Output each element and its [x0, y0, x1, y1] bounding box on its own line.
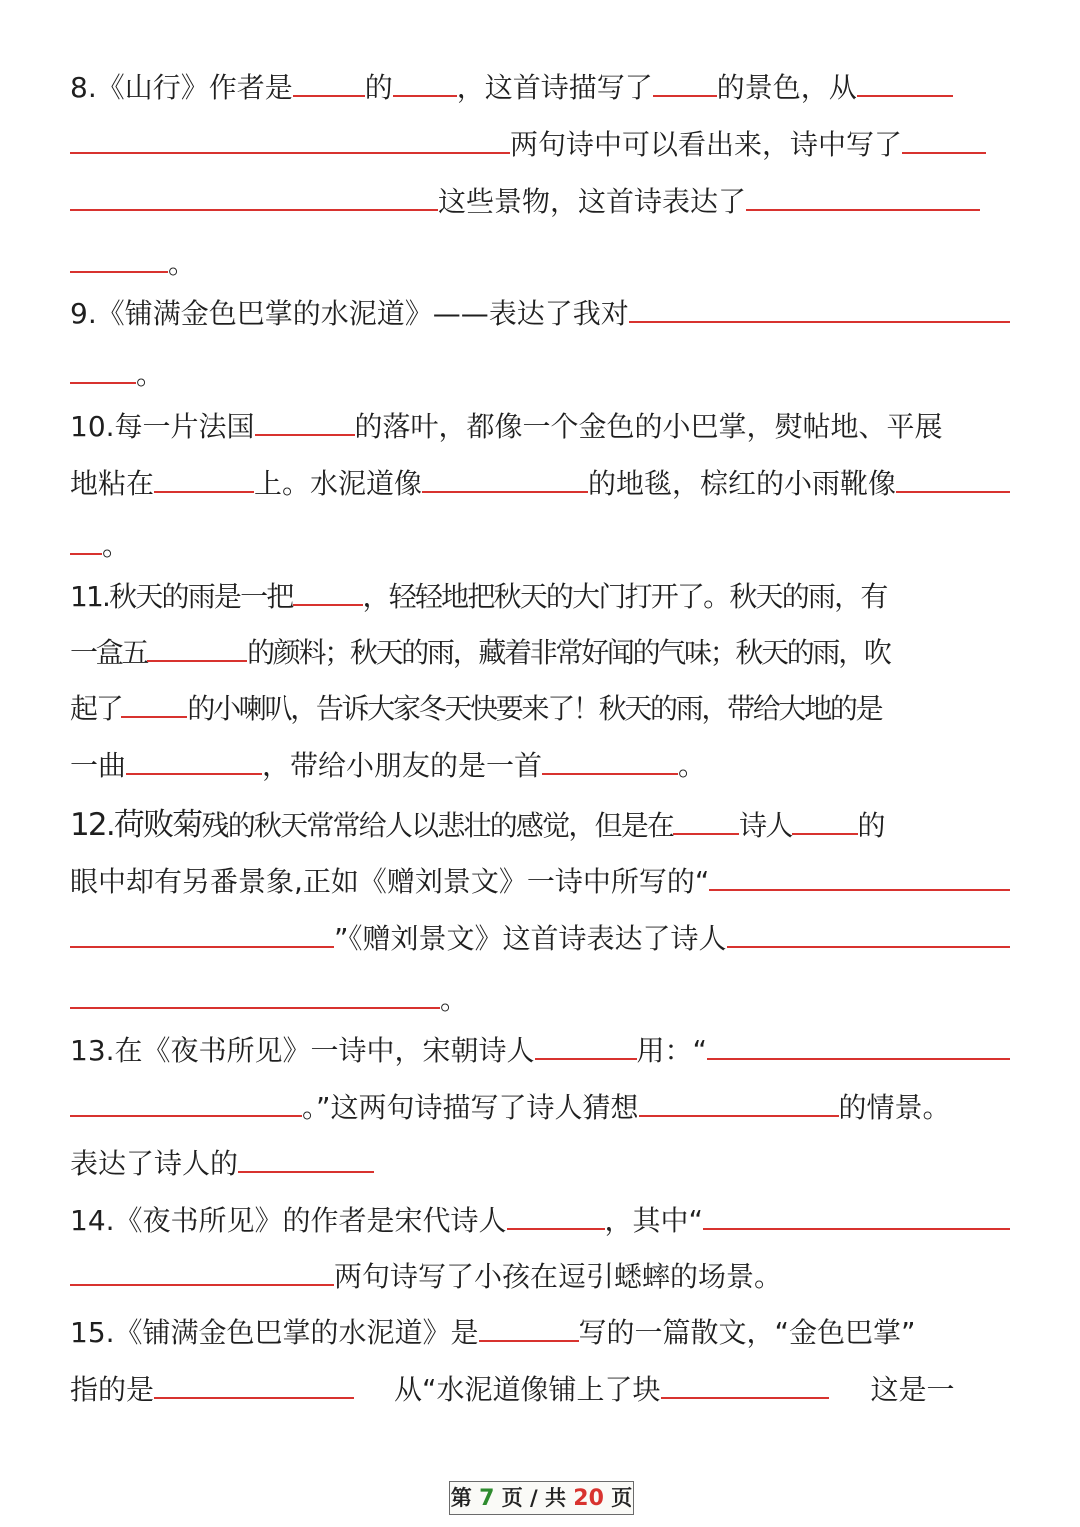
line-q12-3: [70, 911, 1012, 967]
answer-blank[interactable]: [792, 813, 858, 835]
answer-blank[interactable]: [70, 362, 136, 384]
footer-middle: 页 / 共: [501, 1486, 566, 1510]
line-q10-1: [70, 399, 1012, 455]
answer-blank[interactable]: [126, 753, 262, 775]
line-text: 表达了诗人的: [70, 1147, 239, 1180]
line-text: 的落叶，都像一个金色的小巴掌，熨帖地、平展: [354, 410, 943, 443]
line-text: 14.《夜书所见》的作者是宋代诗人: [70, 1204, 507, 1237]
line-text: 的: [857, 809, 884, 842]
line-text: 上。水泥道像: [254, 467, 423, 500]
line-text: 一曲: [70, 749, 127, 782]
line-text: 这是一: [870, 1373, 955, 1406]
page-indicator: [449, 1481, 634, 1515]
line-q8-3: [70, 174, 1012, 230]
line-text: 地粘在: [70, 467, 155, 500]
line-text: 眼中却有另番景象,正如《赠刘景文》一诗中所写的“: [70, 865, 710, 898]
answer-blank[interactable]: [238, 1151, 374, 1173]
line-text: 8.《山行》作者是: [70, 71, 293, 104]
line-q12-2: [70, 854, 1012, 910]
line-text: 11.秋天的雨是一把: [70, 580, 293, 613]
line-text: 的景色，从: [716, 71, 857, 104]
line-q11-4: [70, 738, 1012, 794]
answer-blank[interactable]: [707, 1038, 1010, 1060]
line-text: 这些景物，这首诗表达了: [438, 185, 747, 218]
line-q9-1: [70, 286, 1012, 342]
answer-blank[interactable]: [154, 1377, 354, 1399]
line-q11-2: [70, 625, 1012, 681]
answer-blank[interactable]: [661, 1377, 829, 1399]
line-q15-2: [70, 1362, 1012, 1418]
line-text: 两句诗写了小孩在逗引蟋蟀的场景。: [334, 1260, 783, 1293]
line-q11-3: [70, 681, 1012, 737]
line-text: 12.荷败菊: [70, 807, 202, 843]
answer-blank[interactable]: [70, 926, 334, 948]
answer-blank[interactable]: [154, 471, 254, 493]
answer-blank[interactable]: [422, 471, 588, 493]
line-q14-2: [70, 1249, 1012, 1305]
answer-blank[interactable]: [393, 75, 457, 97]
answer-blank[interactable]: [629, 301, 1010, 323]
answer-blank[interactable]: [121, 696, 187, 718]
line-text: 的地毯，棕红的小雨靴像: [588, 467, 897, 500]
answer-blank[interactable]: [653, 75, 717, 97]
line-text: 。”这两句诗描写了诗人猜想: [302, 1091, 639, 1124]
line-text: 的小喇叭，告诉大家冬天快要来了！秋天的雨，带给大地的是: [187, 692, 882, 725]
line-q12-1: [70, 797, 1012, 853]
line-text: 。: [440, 983, 469, 1016]
line-q11-1: [70, 569, 1012, 625]
answer-blank[interactable]: [293, 75, 365, 97]
footer-prefix: 第: [450, 1486, 472, 1510]
line-q14-1: [70, 1193, 1012, 1249]
line-text: ，其中“: [604, 1204, 704, 1237]
line-text: 。: [678, 749, 707, 782]
answer-blank[interactable]: [70, 1264, 334, 1286]
line-q8-1: [70, 60, 1012, 116]
answer-blank[interactable]: [70, 1095, 302, 1117]
answer-blank[interactable]: [703, 1208, 1010, 1230]
line-text: ，轻轻地把秋天的大门打开了。秋天的雨，有: [362, 580, 887, 613]
answer-blank[interactable]: [70, 533, 102, 555]
answer-blank[interactable]: [746, 189, 980, 211]
line-text: 13.在《夜书所见》一诗中，宋朝诗人: [70, 1034, 535, 1067]
line-q13-3: [70, 1136, 1012, 1192]
line-text: 9.《铺满金色巴掌的水泥道》——表达了我对: [70, 297, 629, 330]
line-q9-2: [70, 347, 1012, 403]
line-text: ”《赠刘景文》这首诗表达了诗人: [334, 922, 727, 955]
answer-blank[interactable]: [479, 1320, 579, 1342]
answer-blank[interactable]: [255, 414, 355, 436]
line-text: 写的一篇散文，“金色巴掌”: [578, 1316, 916, 1349]
line-text: 。: [168, 247, 197, 280]
footer-suffix: 页: [611, 1486, 633, 1510]
line-text: 残的秋天常常给人以悲壮的感觉，但是在: [201, 809, 674, 842]
line-text: 起了: [70, 692, 122, 725]
current-page-number: 7: [479, 1486, 495, 1511]
answer-blank[interactable]: [673, 813, 739, 835]
total-page-count: 20: [573, 1486, 604, 1511]
answer-blank[interactable]: [542, 753, 678, 775]
answer-blank[interactable]: [727, 926, 1010, 948]
line-text: 的: [364, 71, 393, 104]
answer-blank[interactable]: [147, 640, 247, 662]
answer-blank[interactable]: [902, 132, 986, 154]
answer-blank[interactable]: [709, 869, 1010, 891]
answer-blank[interactable]: [70, 132, 510, 154]
answer-blank[interactable]: [507, 1208, 605, 1230]
line-text: 。: [102, 529, 131, 562]
answer-blank[interactable]: [535, 1038, 637, 1060]
line-q15-1: [70, 1305, 1012, 1361]
line-text: 指的是: [70, 1373, 155, 1406]
line-q10-2: [70, 456, 1012, 512]
answer-blank[interactable]: [293, 584, 363, 606]
line-text: 的情景。: [838, 1091, 951, 1124]
line-text: ，带给小朋友的是一首: [262, 749, 543, 782]
line-text: 15.《铺满金色巴掌的水泥道》是: [70, 1316, 479, 1349]
line-text: 两句诗中可以看出来，诗中写了: [510, 128, 903, 161]
line-text: 一盒五: [70, 636, 148, 669]
line-text: 的颜料；秋天的雨，藏着非常好闻的气味；秋天的雨，吹: [247, 636, 890, 669]
answer-blank[interactable]: [639, 1095, 839, 1117]
line-q13-2: [70, 1080, 1012, 1136]
line-text: 用：“: [636, 1034, 708, 1067]
answer-blank[interactable]: [70, 189, 438, 211]
answer-blank[interactable]: [896, 471, 1010, 493]
line-text: ，这首诗描写了: [456, 71, 653, 104]
line-text: 。: [136, 358, 165, 391]
line-q8-4: [70, 236, 1012, 292]
line-text: 诗人: [739, 809, 792, 842]
line-q12-4: [70, 972, 1012, 1028]
line-q13-1: [70, 1023, 1012, 1079]
answer-blank[interactable]: [70, 987, 440, 1009]
answer-blank[interactable]: [70, 251, 168, 273]
line-q8-2: [70, 117, 1012, 173]
line-text: 从“水泥道像铺上了块: [394, 1373, 661, 1406]
answer-blank[interactable]: [857, 75, 953, 97]
line-text: 10.每一片法国: [70, 410, 255, 443]
line-q10-3: [70, 518, 1012, 574]
